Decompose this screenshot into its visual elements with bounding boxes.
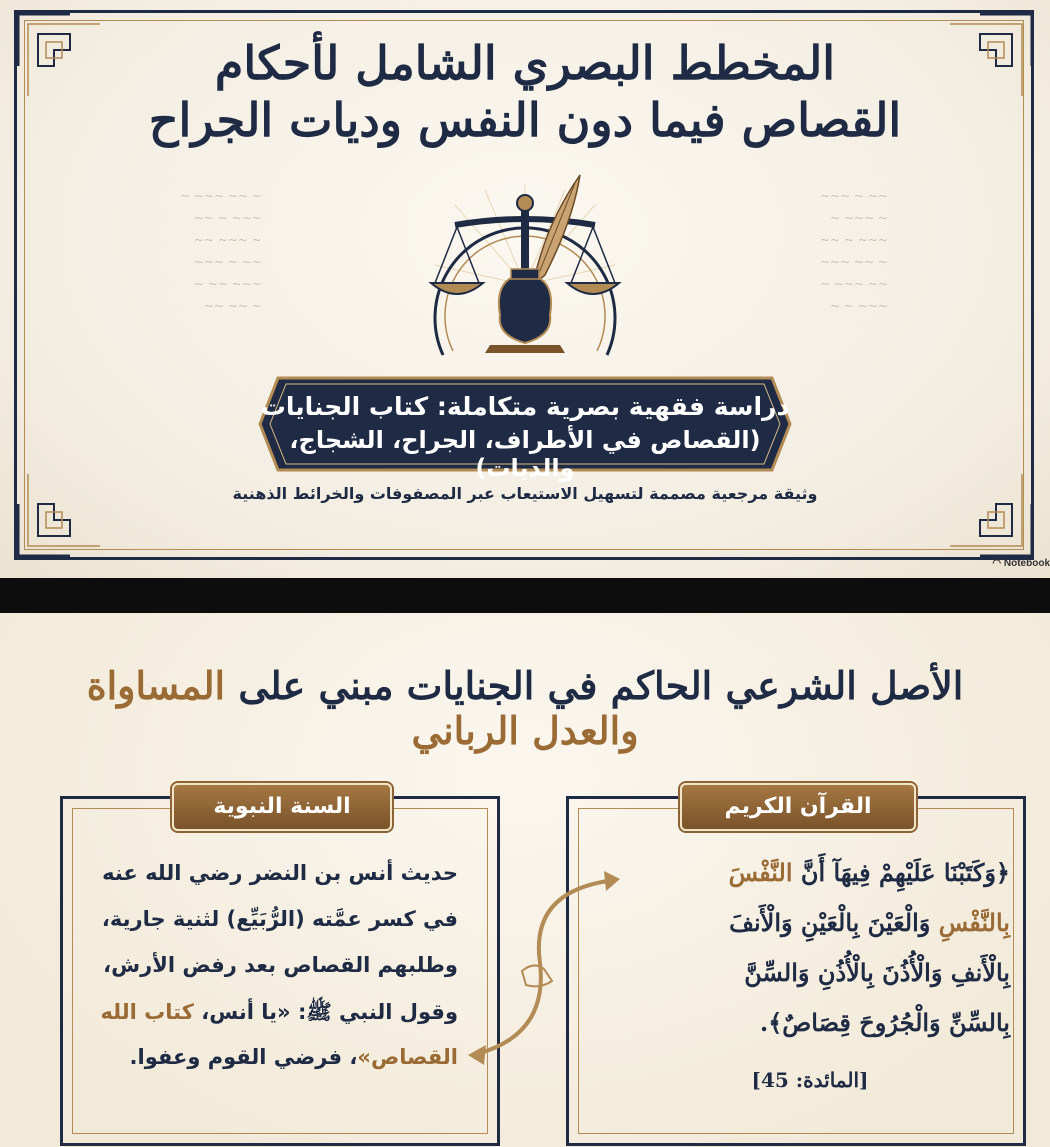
hadith-line-2: في كسر عمَّته (الرُّبَيِّع) لثنية جارية، [101, 907, 458, 931]
hadith-line-3: وطلبهم القصاص بعد رفض الأرش، [103, 953, 458, 977]
quran-reference: [المائدة: 45] [751, 1068, 869, 1092]
scales-quill-inkwell-icon [395, 165, 655, 385]
corner-ornament-icon [10, 444, 130, 564]
banner-line-1: دراسة فقهية بصرية متكاملة: كتاب الجنايات [260, 392, 790, 421]
evidence-slide [0, 613, 1050, 1147]
cover-title-line-2: القصاص فيما دون النفس وديات الجراح [148, 93, 902, 147]
cover-title-line-1: المخطط البصري الشامل لأحكام [214, 36, 836, 90]
corner-ornament-icon [920, 6, 1040, 126]
decorative-manuscript-left: ~ ~~ ~~~ ~ ~~~ ~ ~~ ~ ~~~ ~~ ~~ ~ ~~~ ~~~ ~~ ~ ~ ~~ ~~ [180, 189, 262, 313]
notebook-watermark: ◠ Notebook [992, 558, 1050, 569]
quran-verse-line-3: بِالْأَنفِ وَالْأُذُنَ بِالْأُذُنِ وَالسِّنَّ [744, 958, 1010, 987]
sunnah-panel-label: السنة النبوية [172, 783, 392, 831]
decorative-manuscript-right: ~~ ~ ~~~ ~ ~~~ ~ ~~~ ~ ~~ ~ ~~ ~~~ ~~ ~~~ ~ ~~~ ~ ~ [820, 189, 888, 313]
quran-verse-line-1: ﴿وَكَتَبْنَا عَلَيْهِمْ فِيهَآ أَنَّ النَّفْسَ [728, 858, 1010, 887]
quran-verse-line-2: بِالنَّفْسِ وَالْعَيْنَ بِالْعَيْنِ وَالْأَنفَ [729, 908, 1010, 937]
slide-separator [0, 578, 1050, 613]
hadith-line-5: القصاص»، فرضي القوم وعفوا. [129, 1045, 458, 1069]
hadith-line-4: وقول النبي ﷺ: «يا أنس، كتاب الله [100, 1000, 458, 1024]
notebooklm-icon: ◠ [992, 558, 1004, 569]
corner-ornament-icon [920, 444, 1040, 564]
cover-subtitle: وثيقة مرجعية مصممة لتسهيل الاستيعاب عبر المصفوفات والخرائط الذهنية [232, 484, 818, 503]
hadith-line-1: حديث أنس بن النضر رضي الله عنه [102, 861, 458, 885]
quran-verse-line-4: بِالسِّنِّ وَالْجُرُوحَ قِصَاصٌ﴾. [759, 1008, 1010, 1037]
banner-line-2: (القصاص في الأطراف، الجراح، الشجاج، والديات) [289, 426, 761, 482]
quran-panel-label: القرآن الكريم [680, 783, 916, 831]
corner-ornament-icon [10, 6, 130, 126]
evidence-title: الأصل الشرعي الحاكم في الجنايات مبني على المساواة والعدل الرباني [86, 663, 964, 753]
curved-arrow-with-hand-icon [460, 863, 630, 1073]
